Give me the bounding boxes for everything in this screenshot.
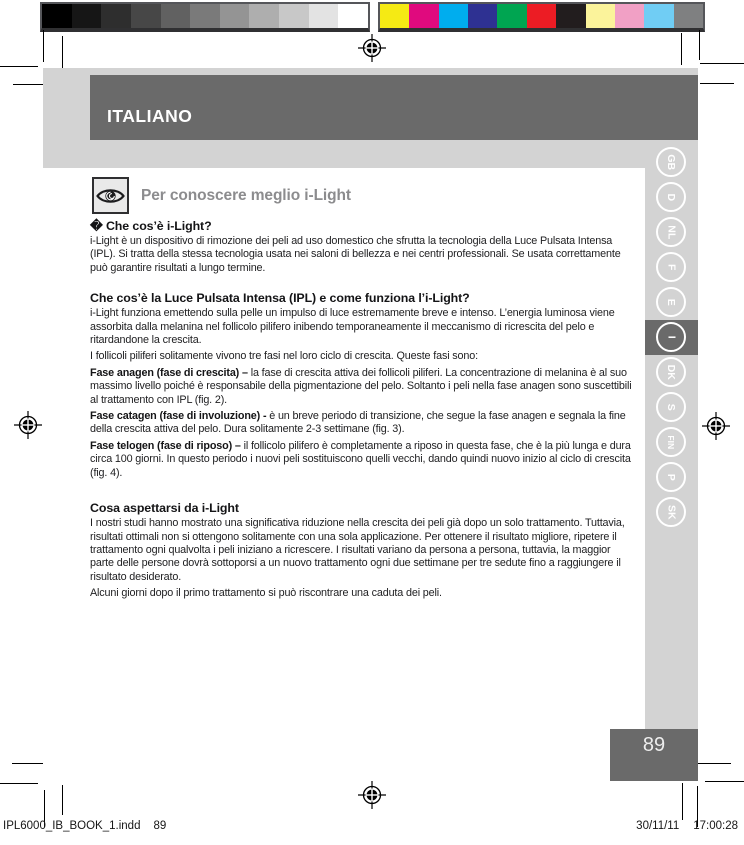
intro-heading: Per conoscere meglio i-Light — [141, 187, 351, 204]
calibration-patch — [586, 4, 615, 28]
page-number-box — [610, 729, 698, 781]
paragraph-lead: Fase anagen (fase di crescita) – — [90, 366, 248, 379]
paragraph: i-Light funziona emettendo sulla pelle un impulso di luce estremamente breve e intenso. L’energia luminosa viene assorbita dalla melanina nel follicolo pilifero inibendo temporaneamente il meccanismo di ricrescita del pelo e ritardandone la crescita. — [90, 307, 615, 347]
calibration-patch — [72, 4, 102, 28]
calibration-patch — [309, 4, 339, 28]
paragraph: Fase anagen (fase di crescita) – la fase di crescita attiva dei follicoli piliferi. La concentrazione di melanina è al suo massimo livello poiché è responsabile della pigmentazione del pelo. Soltanto i peli nella fase anagen sono suscettibili al trattamento con IPL (fig. 2). — [90, 366, 632, 406]
crop-mark — [0, 66, 38, 67]
language-tab-i: I — [656, 322, 686, 352]
language-tab-f: F — [656, 252, 686, 282]
registration-mark-top — [358, 34, 386, 62]
paragraph: Fase telogen (fase di riposo) – il follicolo pilifero è completamente a riposo in questa fase, che è la più lunga e dura circa 100 giorni. In questo periodo i nuovi peli sostituiscono quelli vecchi, dando quindi nuovo inizio al ciclo di crescita (fig. 4). — [90, 439, 631, 479]
crop-mark — [698, 763, 731, 764]
content-column — [90, 219, 637, 604]
footer-page: 89 — [153, 820, 167, 832]
language-tab-fin: FIN — [656, 427, 686, 457]
language-tab-d: D — [656, 182, 686, 212]
paragraph: i-Light è un dispositivo di rimozione dei peli ad uso domestico che sfrutta la tecnologia della Luce Pulsata Intensa (IPL). Si tratta della stessa tecnologia usata nei saloni di bellezza e nei centri professionali. Se usata correttamente può garantire risultati a lungo termine. — [90, 235, 621, 274]
calibration-patch — [338, 4, 368, 28]
footer-date: 30/11/11 — [636, 820, 680, 832]
page-number: 89 — [642, 734, 666, 756]
calibration-patch — [279, 4, 309, 28]
calibration-patch — [101, 4, 131, 28]
calibration-patch — [380, 4, 409, 28]
calibration-grayscale-bar — [40, 2, 370, 32]
footer-filename: IPL6000_IB_BOOK_1.indd — [3, 820, 141, 832]
crop-mark — [705, 781, 744, 782]
language-header — [90, 75, 698, 140]
language-tab-s: S — [656, 392, 686, 422]
eye-icon — [96, 186, 125, 206]
page-language-title: ITALIANO — [107, 106, 193, 126]
calibration-patch — [527, 4, 556, 28]
calibration-patch — [556, 4, 585, 28]
calibration-patch — [615, 4, 644, 28]
registration-mark-right — [702, 412, 730, 440]
section-heading: Che cos’è la Luce Pulsata Intensa (IPL) e come funziona l’i-Light? — [90, 291, 470, 306]
calibration-patch — [674, 4, 703, 28]
calibration-patch — [249, 4, 279, 28]
footer-time: 17:00:28 — [693, 820, 738, 832]
crop-mark — [13, 84, 43, 85]
calibration-patch — [439, 4, 468, 28]
calibration-patch — [468, 4, 497, 28]
registration-mark-bottom — [358, 781, 386, 809]
crop-mark — [43, 30, 44, 62]
calibration-patch — [644, 4, 673, 28]
crop-mark — [12, 763, 43, 764]
footer-left — [3, 820, 166, 832]
section-heading: � Che cos’è i-Light? — [90, 219, 212, 233]
language-tab-p: P — [656, 462, 686, 492]
crop-mark — [62, 785, 63, 815]
footer-right — [636, 820, 738, 832]
paragraph: I nostri studi hanno mostrato una significativa riduzione nella crescita dei peli già dopo un solo trattamento. Tuttavia, risultati ottimali non si ottengono solitamente con una sola applicazione. Per ottenere il risultato migliore, ripetere il trattamento ogni qualvolta i peli iniziano a ricrescere. I risultati variano da persona a persona, tuttavia, la maggior parte delle persone dovrà sottoporsi a un nuovo trattamento ogni due settimane per tre sedute fino a raggiungere il risultato desiderato. — [90, 517, 625, 583]
crop-mark — [700, 63, 744, 64]
calibration-patch — [161, 4, 191, 28]
language-tab-dk: DK — [656, 357, 686, 387]
calibration-patch — [497, 4, 526, 28]
paragraph: Alcuni giorni dopo il primo trattamento si può riscontrare una caduta dei peli. — [90, 587, 442, 600]
paragraph-lead: Fase telogen (fase di riposo) – — [90, 439, 241, 452]
calibration-patch — [42, 4, 72, 28]
calibration-patch — [220, 4, 250, 28]
calibration-color-bar — [378, 2, 705, 32]
language-tab-sk: SK — [656, 497, 686, 527]
registration-mark-left — [14, 411, 42, 439]
crop-mark — [0, 783, 38, 784]
language-tab-gb: GB — [656, 147, 686, 177]
eye-icon-box — [92, 177, 129, 214]
paragraph: Fase catagen (fase di involuzione) - è un breve periodo di transizione, che segue la fase anagen e segnala la fine della crescita attiva del pelo. Dura solitamente 2-3 settimane (fig. 3). — [90, 410, 626, 436]
language-tab-nl: NL — [656, 217, 686, 247]
crop-mark — [700, 83, 734, 84]
crop-mark — [682, 783, 683, 820]
calibration-patch — [190, 4, 220, 28]
crop-mark — [681, 33, 682, 65]
language-tab-e: E — [656, 287, 686, 317]
paragraph: I follicoli piliferi solitamente vivono tre fasi nel loro ciclo di crescita. Queste fasi sono: — [90, 350, 478, 363]
calibration-patch — [131, 4, 161, 28]
calibration-patch — [409, 4, 438, 28]
crop-mark — [62, 36, 63, 68]
language-tab-strip — [645, 140, 698, 735]
section-heading: Cosa aspettarsi da i-Light — [90, 501, 239, 516]
crop-mark — [699, 30, 700, 60]
paragraph-lead: Fase catagen (fase di involuzione) - — [90, 410, 267, 423]
